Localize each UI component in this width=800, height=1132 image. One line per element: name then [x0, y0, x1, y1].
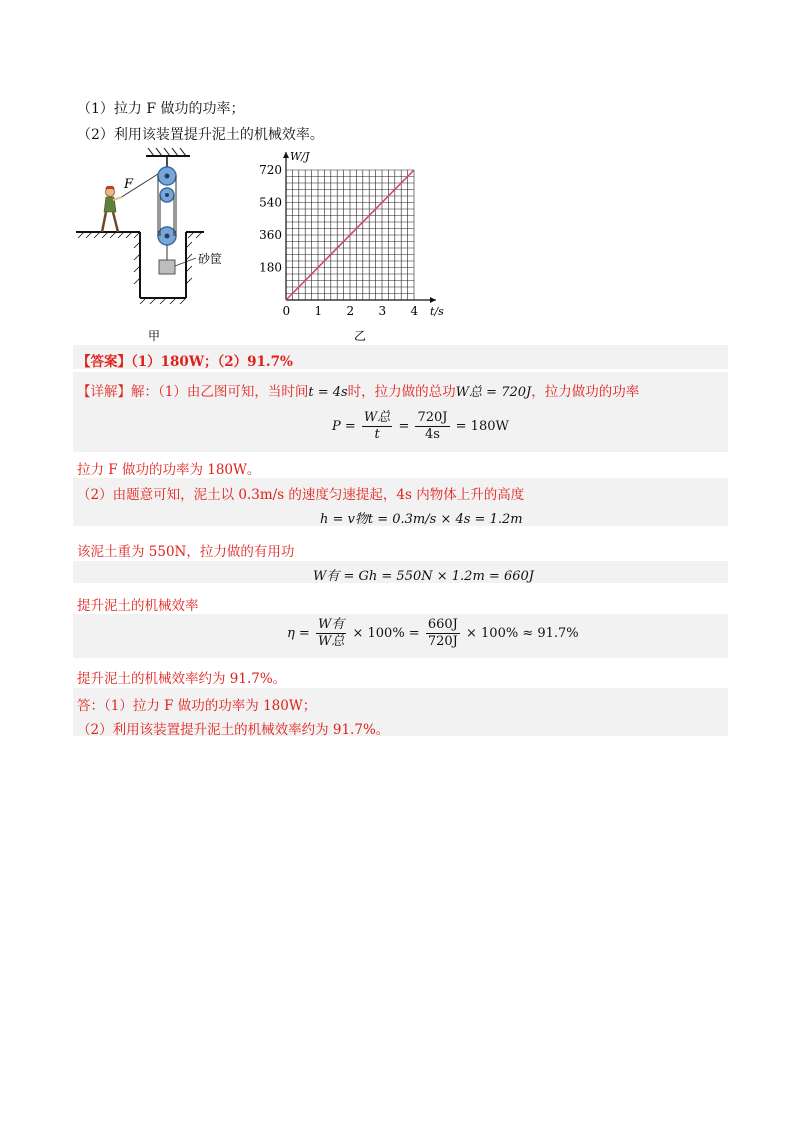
basket-icon	[159, 260, 175, 274]
efficiency-result: 提升泥土的机械效率约为 91.7%。	[77, 671, 287, 687]
y-axis-label: W/J	[290, 150, 310, 163]
pulley-figure	[74, 148, 264, 348]
y-tick-label: 720	[259, 163, 282, 177]
final-answer-1: 答：（1）拉力 F 做功的功率为 180W；	[77, 698, 317, 714]
question-part-2: （2）利用该装置提升泥土的机械效率。	[77, 127, 324, 143]
x-tick-label: 0	[282, 304, 291, 318]
force-label: F	[124, 177, 134, 192]
height-formula: h = v物t = 0.3m/s × 4s = 1.2m	[320, 512, 523, 527]
y-tick-label: 540	[259, 195, 282, 210]
x-tick-label: 2	[346, 304, 355, 318]
useful-work-formula: W有 = Gh = 550N × 1.2m = 660J	[313, 569, 534, 584]
power-result: 拉力 F 做功的功率为 180W。	[77, 462, 261, 478]
figure-yi-caption: 乙	[354, 329, 367, 343]
final-answer-2: （2）利用该装置提升泥土的机械效率约为 91.7%。	[77, 722, 390, 738]
basket-label: 砂筐	[198, 252, 223, 266]
x-axis-label: t/s	[430, 305, 444, 318]
answer-label: 【答案】（1）180W；（2）91.7%	[77, 354, 293, 370]
part2-intro: （2）由题意可知，泥土以 0.3m/s 的速度匀速提起，4s 内物体上升的高度	[77, 487, 525, 503]
figure-jia-caption: 甲	[148, 329, 161, 343]
y-tick-label: 360	[259, 228, 282, 242]
x-tick-label: 3	[378, 304, 387, 318]
weight-line: 该泥土重为 550N，拉力做的有用功	[77, 544, 295, 560]
question-part-1: （1）拉力 F 做功的功率；	[77, 101, 245, 117]
efficiency-intro: 提升泥土的机械效率	[77, 598, 199, 614]
efficiency-formula: η = $\frac{\text{W有}}{\text{W总}}$ × 100% = $\frac{660J}{720J}$ × 100% ≈ 91.7%	[287, 617, 579, 649]
x-axis-arrow-icon	[430, 297, 436, 303]
power-formula: P = $\frac{\text{W总}}{t}$ = $\frac{720J}{4s}$ = 180W	[332, 410, 509, 442]
x-tick-label: 1	[314, 304, 323, 318]
work-time-chart	[254, 140, 464, 345]
y-tick-label: 180	[259, 260, 282, 275]
x-tick-label: 4	[410, 304, 419, 318]
worker-icon	[102, 186, 122, 232]
detail-intro: 【详解】解：（1）由乙图可知，当时间t = 4s时，拉力做的总功W总 = 720J，拉力做功的功率	[77, 384, 640, 400]
y-axis-arrow-icon	[283, 152, 289, 158]
